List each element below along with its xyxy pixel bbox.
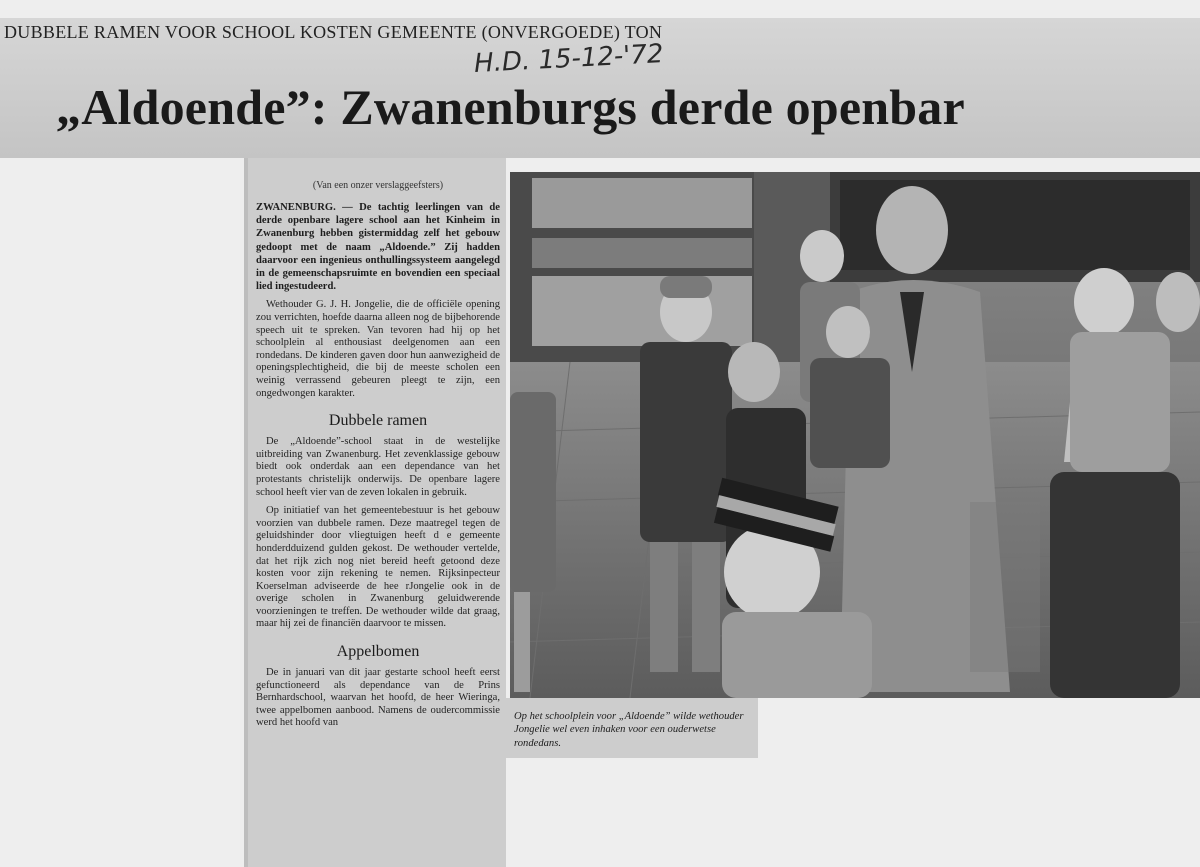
lead-paragraph: ZWANENBURG. — De tachtig leerlingen van de derde openbare lagere school aan het Kinheim in Zwanenburg hebben gistermiddag zelf het gebouw gedoopt met de naam „Aldoende.” Zij hadden daarvoor een ingenieus onthullingssysteem aangelegd in de gemeenschapsruimte en bovendien een speciaal lied ingestudeerd.	[256, 202, 500, 293]
subheading-appelbomen: Appelbomen	[336, 643, 420, 661]
body-paragraph: Wethouder G. J. H. Jongelie, die de officiële opening zou verrichten, hoefde daarna alleen nog de bijbehorende speech uit te spreken. Van tevoren had hij op het schoolplein al enthousiast deelgenomen aan een rondedans. De kinderen gaven door hun aanwezigheid de openingsplechtigheid, die bij de meeste scholen een weinig verrassend gebeuren pleegt te zijn, een ongedwongen karakter.	[256, 299, 500, 399]
news-photo	[510, 172, 1200, 698]
subheading-dubbele-ramen: Dubbele ramen	[328, 412, 428, 430]
photo-illustration	[510, 172, 1200, 698]
caption-box	[506, 698, 758, 758]
body-paragraph: De in januari van dit jaar gestarte school heeft eerst gefunctioneerd als dependance van de Prins Bernhardschool, waarvan het hoofd, de heer Wieringa, twee appelbomen aanbood. Namens de oudercommissie werd het hoofd van	[256, 667, 500, 729]
byline: (Van een onzer verslaggeefsters)	[312, 180, 444, 191]
kicker-headline: DUBBELE RAMEN VOOR SCHOOL KOSTEN GEMEENTE (ONVERGOEDE) TON	[4, 22, 663, 42]
main-headline: „Aldoende”: Zwanenburgs derde openbar	[56, 79, 965, 135]
handwritten-date: H.D. 15-12-'72	[473, 39, 665, 79]
photo-caption: Op het schoolplein voor „Aldoende” wilde wethouder Jongelie wel even inhaken voor een ouderwetse rondedans.	[514, 711, 744, 749]
article-column	[248, 158, 506, 867]
body-paragraph: De „Aldoende”-school staat in de westelijke uitbreiding van Zwanenburg. Het zevenklassige gebouw biedt ook onderdak aan een dependance van het protestants christelijk onderwijs. De openbare lagere school heeft vier van de zeven lokalen in gebruik.	[256, 436, 500, 498]
body-paragraph: Op initiatief van het gemeentebestuur is het gebouw voorzien van dubbele ramen. Deze maatregel tegen de geluidshinder door vliegtuigen heeft d e gemeente honderdduizend gulden gekost. De wethouder vertelde, dat het rijk zich nog niet bereid heeft getoond deze kosten voor zijn rekening te nemen. Rijksinpecteur Koerselman adviseerde de hee rJongelie ook in de overige scholen in Zwanenburg geluidwerende voorzieningen te treffen. De wethouder wilde dat graag, maar hij zei de financiën daarvoor te missen.	[256, 505, 500, 630]
